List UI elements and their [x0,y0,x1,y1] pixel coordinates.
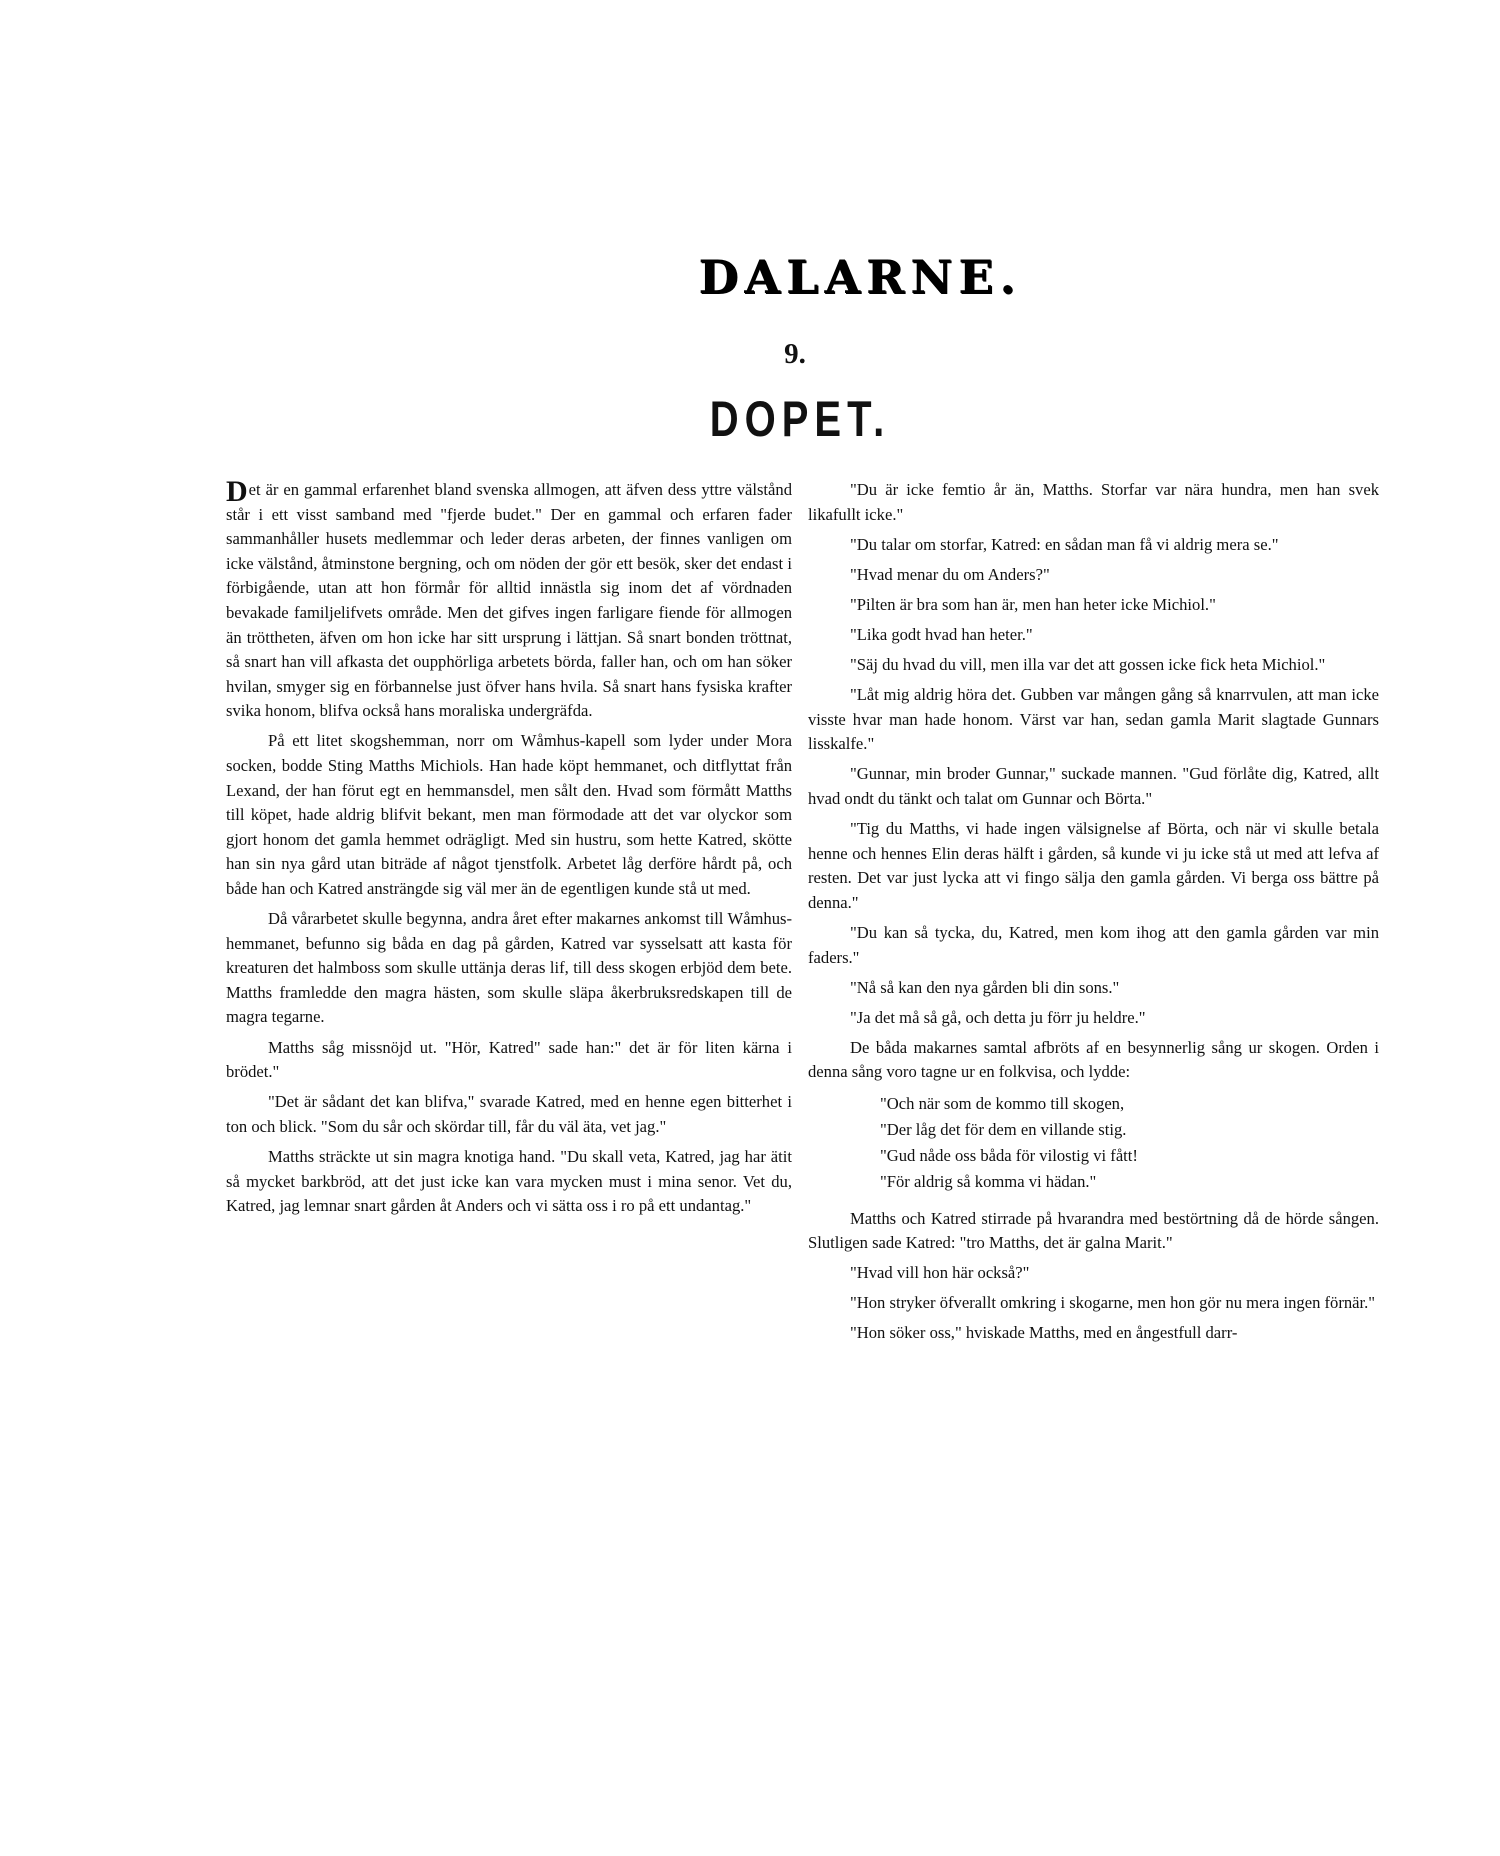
verse-block [880,1091,1379,1195]
paragraph: Då vårarbetet skulle begynna, andra året efter makarnes ankomst till Wåmhus-hemmanet, befunno sig båda en dag på gården, Katred var sysselsatt att kasta för kreaturen det halmboss som skulle uttänja deras lif, till dess skogen erbjöd dem bete. Matths framledde den magra hästen, som skulle släpa åkerbruksredskapen till de magra tegarne. [226,909,792,1027]
paragraph: "Hvad menar du om Anders?" [850,564,1050,584]
drop-cap: D [226,475,248,508]
masthead-title: DALARNE. [698,250,1022,304]
chapter-number: 9. [784,338,806,370]
verse-line: "Der låg det för dem en villande stig. [880,1119,1127,1139]
paragraph: "Pilten är bra som han är, men han heter icke Michiol." [850,594,1216,614]
paragraph: "Gunnar, min broder Gunnar," suckade mannen. "Gud förlåte dig, Katred, allt hvad ondt du tänkt och talat om Gunnar och Börta." [808,764,1379,809]
paragraph: "Du talar om storfar, Katred: en sådan man få vi aldrig mera se." [850,534,1279,554]
paragraph: "Tig du Matths, vi hade ingen välsignelse af Börta, och när vi skulle betala henne och hennes Elin deras hälft i gården, så kunde vi ju icke stå ut med att lefva af resten. Det var just lycka att vi fingo sälja den gamla gården. Vi berga oss bättre på denna." [808,819,1379,912]
verse-line: "Gud nåde oss båda för vilostig vi fått! [880,1145,1138,1165]
verse-line: "Och när som de kommo till skogen, [880,1093,1125,1113]
paragraph: "Låt mig aldrig höra det. Gubben var mången gång så knarrvulen, att man icke visste hvar man hade honom. Värst var han, sedan gamla Marit slagtade Gunnars lisskalfe." [808,685,1379,754]
paragraph: Matths såg missnöjd ut. "Hör, Katred" sade han:" det är för liten kärna i brödet." [226,1037,792,1082]
chapter-heading: DOPET. [709,392,891,448]
paragraph-text: et är en gammal erfarenhet bland svenska allmogen, att äfven dess yttre välstånd står i ett visst samband med "fjerde budet." Der en gammal och erfaren fader sammanhåller husets medlemmar och leder deras arbeten, der finnes vanligen om icke välstånd, åtminstone bergning, och om nöden der gör ett besök, sker det endast i förbigående, utan att hon förmår för alltid innästla sig inom det af vördnaden bevakade familjelifvets område. Men det gifves ingen farligare fiende för allmogen än tröttheten, äfven om hon icke har sitt ursprung i lättjan. Så snart bonden tröttnat, så snart han vill afkasta det oupphörliga arbetets börda, faller han, och om han söker hvilan, smyger sig en förbannelse just öfver hans hvila. Så snart hans fysiska krafter svika honom, blifva också hans moraliska undergräfda. [226,480,792,721]
paragraph: Matths och Katred stirrade på hvarandra med bestörtning då de hörde sången. Slutligen sade Katred: "tro Matths, det är galna Marit." [808,1208,1379,1253]
paragraph [226,475,792,724]
right-column [808,478,1379,1352]
paragraph: "Hon söker oss," hviskade Matths, med en ångestfull darr- [850,1323,1238,1343]
paragraph: "Du är icke femtio år än, Matths. Storfar var nära hundra, men han svek likafullt icke." [808,480,1379,524]
verse-line: "För aldrig så komma vi hädan." [880,1171,1097,1191]
paragraph: På ett litet skogshemman, norr om Wåmhus-kapell som lyder under Mora socken, bodde Sting Matths Michiols. Han hade köpt hemmanet, och ditflyttat från Lexand, der han förut egt en hemmansdel, men sålt den. Hvad som förmått Matths till köpet, hade aldrig blifvit bekant, men man förmodade att det var olyckor som gjort honom det gamla hemmet odrägligt. Med sin hustru, som hette Katred, skötte han sin nya gård utan biträde af något tjenstfolk. Arbetet låg derföre hårdt på, och både han och Katred ansträngde sig väl mer än de egentligen kunde stå ut med. [226,731,792,898]
paragraph: "Det är sådant det kan blifva," svarade Katred, med en henne egen bitterhet i ton och blick. "Som du sår och skördar till, får du väl äta, vet jag." [226,1092,792,1136]
paragraph: "Ja det må så gå, och detta ju förr ju heldre." [850,1007,1146,1027]
paragraph: "Du kan så tycka, du, Katred, men kom ihog att den gamla gården var min faders." [808,923,1379,967]
paragraph: "Lika godt hvad han heter." [850,624,1033,644]
paragraph: "Hon stryker öfverallt omkring i skogarne, men hon gör nu mera ingen förnär." [850,1293,1376,1313]
masthead [0,250,1500,304]
paragraph: "Nå så kan den nya gården bli din sons." [850,977,1120,997]
paragraph: Matths sträckte ut sin magra knotiga hand. "Du skall veta, Katred, jag har ätit så mycket barkbröd, att det just icke kan vara mycken must i mina senor. Vet du, Katred, jag lemnar snart gården åt Anders och vi sätta oss i ro på ett undantag." [226,1146,792,1216]
left-column [226,475,792,1224]
paragraph: "Hvad vill hon här också?" [850,1263,1030,1283]
paragraph: "Säj du hvad du vill, men illa var det att gossen icke fick heta Michiol." [850,655,1326,675]
paragraph: De båda makarnes samtal afbröts af en besynnerlig sång ur skogen. Orden i denna sång voro tagne ur en folkvisa, och lydde: [808,1037,1379,1082]
